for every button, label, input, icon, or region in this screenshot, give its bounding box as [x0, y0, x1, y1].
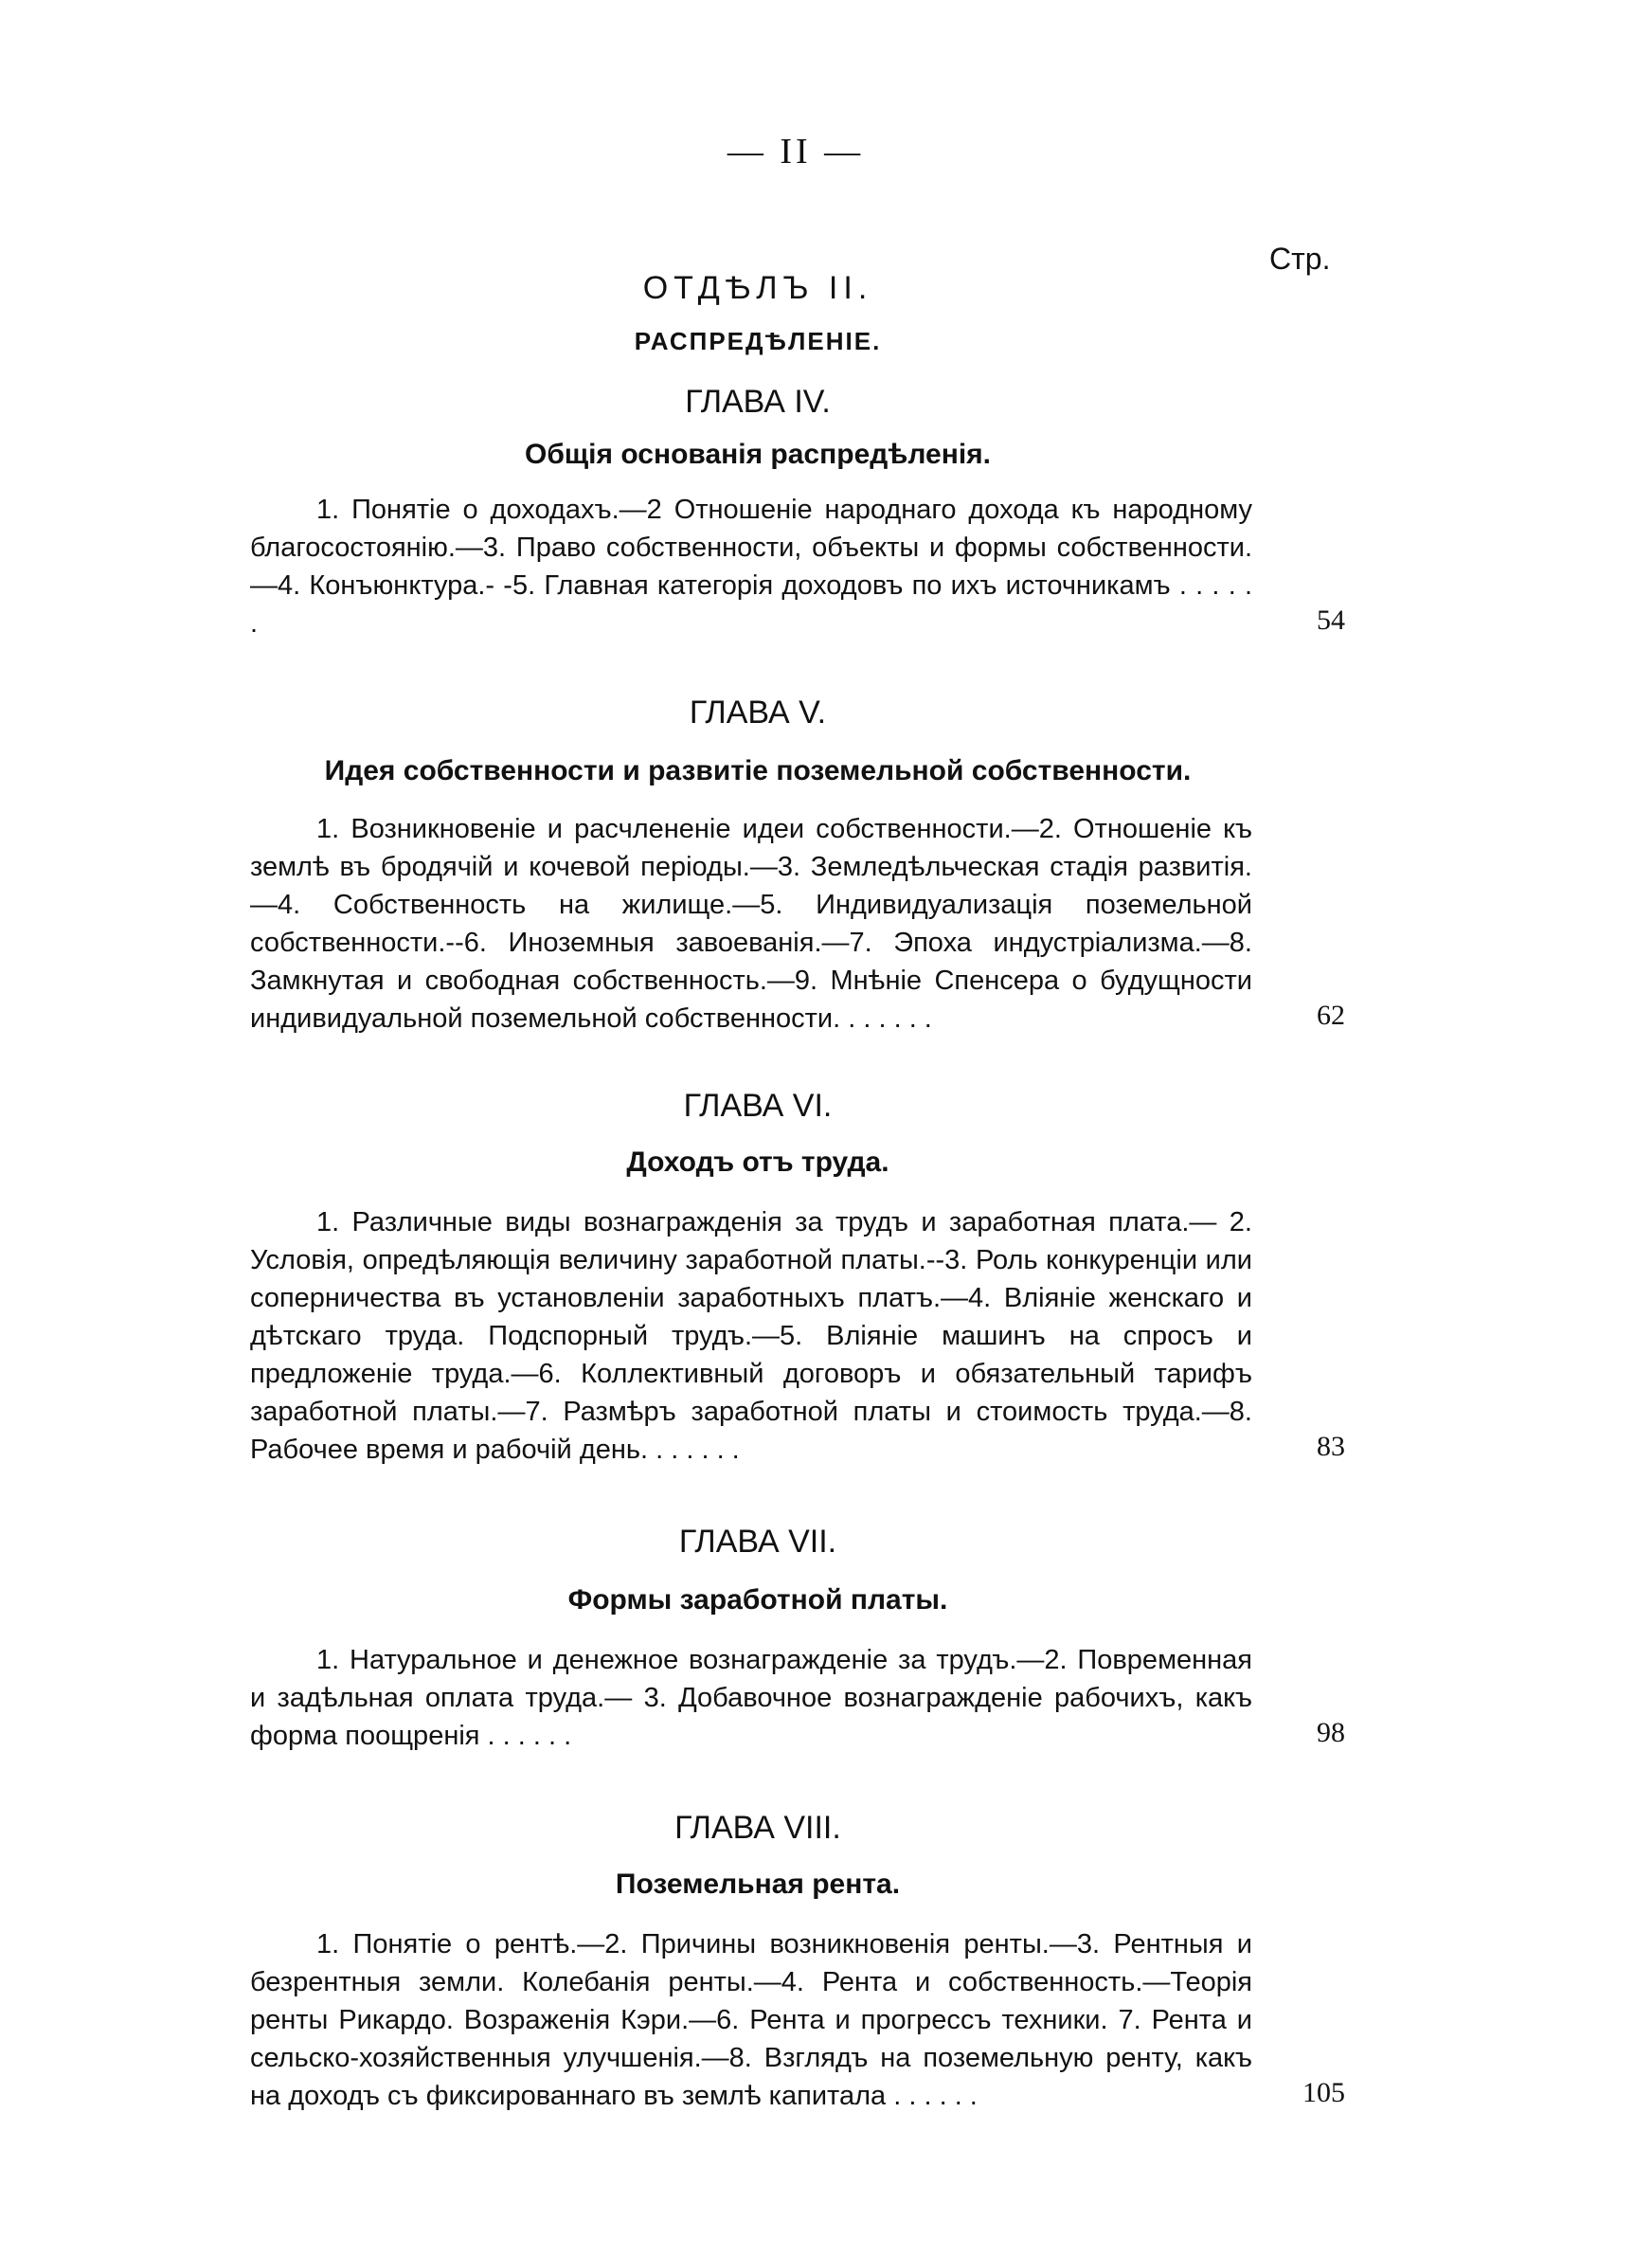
page-number: — II —: [727, 132, 865, 172]
chapter-summary: [250, 1203, 1252, 1469]
section-title: ОТДѢЛЪ II.: [642, 270, 873, 306]
chapter-label: ГЛАВА VII.: [678, 1524, 837, 1560]
chapter-title: Формы заработной платы.: [567, 1584, 948, 1616]
chapter-title: Поземельная рента.: [615, 1869, 901, 1900]
chapter-summary-text: 1. Понятіе о доходахъ.—2 Отношеніе народнаго дохода къ народному благосостоянію.—3. Право собственности, объекты и формы собственности. —4. Конъюнктура.- -5. Главная категорія доходовъ по ихъ источникамъ: [250, 495, 1252, 601]
chapter-page-ref: 83: [1317, 1431, 1345, 1462]
chapter-title: Идея собственности и развитіе поземельной собственности.: [324, 755, 1192, 786]
chapter-summary-text: 1. Возникновеніе и расчлененіе идеи собственности.—2. Отношеніе къ землѣ въ бродячій и кочевой періоды.—3. Земледѣльческая стадія развитія.—4. Собственность на жилище.—5. Индивидуализація поземельной собственности.--6. Иноземныя завоеванія.—7. Эпоха индустріализма.—8. Замкнутая и свободная собственность.—9. Мнѣніе Спенсера о будущности индивидуальной поземельной собственности.: [250, 814, 1252, 1034]
chapter-summary-text: 1. Понятіе о рентѣ.—2. Причины возникновенія ренты.—3. Рентныя и безрентныя земли. Колебанія ренты.—4. Рента и собственность.—Теорія ренты Рикардо. Возраженія Кэри.—6. Рента и прогрессъ техники. 7. Рента и сельско-хозяйственныя улучшенія.—8. Взглядъ на поземельную ренту, какъ на доходъ съ фиксированнаго въ землѣ капитала: [250, 1929, 1252, 2111]
leader-dots: . . . . . .: [893, 2081, 978, 2111]
leader-dots: . . . . . .: [848, 1003, 932, 1034]
chapter-title: Доходъ отъ труда.: [626, 1147, 889, 1178]
chapter-page-ref: 105: [1302, 2077, 1345, 2108]
chapter-title: Общія основанія распредѣленія.: [524, 439, 992, 470]
chapter-label: ГЛАВА VI.: [683, 1088, 833, 1124]
chapter-page-ref: 54: [1317, 605, 1345, 636]
leader-dots: . . . . . .: [250, 570, 1253, 639]
chapter-page-ref: 62: [1317, 1000, 1345, 1031]
chapter-summary: [250, 491, 1252, 642]
chapter-summary-text: 1. Натуральное и денежное вознагражденіе за трудъ.—2. Повременная и задѣльная оплата труда.— 3. Добавочное вознагражденіе рабочихъ, какъ форма поощренія: [250, 1645, 1252, 1751]
chapter-label: ГЛАВА VIII.: [674, 1810, 841, 1846]
chapter-summary: [250, 810, 1252, 1038]
chapter-summary-text: 1. Различные виды вознагражденія за трудъ и заработная плата.— 2. Условія, опредѣляющія величину заработной платы.--3. Роль конкуренціи или соперничества въ установленіи заработныхъ платъ.—4. Вліяніе женскаго и дѣтскаго труда. Подспорный трудъ.—5. Вліяніе машинъ на спросъ и предложеніе труда.—6. Коллективный договоръ и обязательный тарифъ заработной платы.—7. Размѣръ заработной платы и стоимость труда.—8. Рабочее время и рабочій день.: [250, 1207, 1252, 1465]
chapter-label: ГЛАВА V.: [689, 695, 827, 731]
page-column-label: Стр.: [1269, 242, 1331, 276]
chapter-summary: [250, 1641, 1252, 1755]
leader-dots: . . . . . .: [655, 1435, 740, 1465]
section-subtitle: РАСПРЕДѢЛЕНІЕ.: [634, 327, 882, 355]
chapter-label: ГЛАВА IV.: [685, 384, 831, 420]
leader-dots: . . . . . .: [487, 1721, 572, 1751]
chapter-summary: [250, 1925, 1252, 2115]
chapter-page-ref: 98: [1317, 1717, 1345, 1748]
